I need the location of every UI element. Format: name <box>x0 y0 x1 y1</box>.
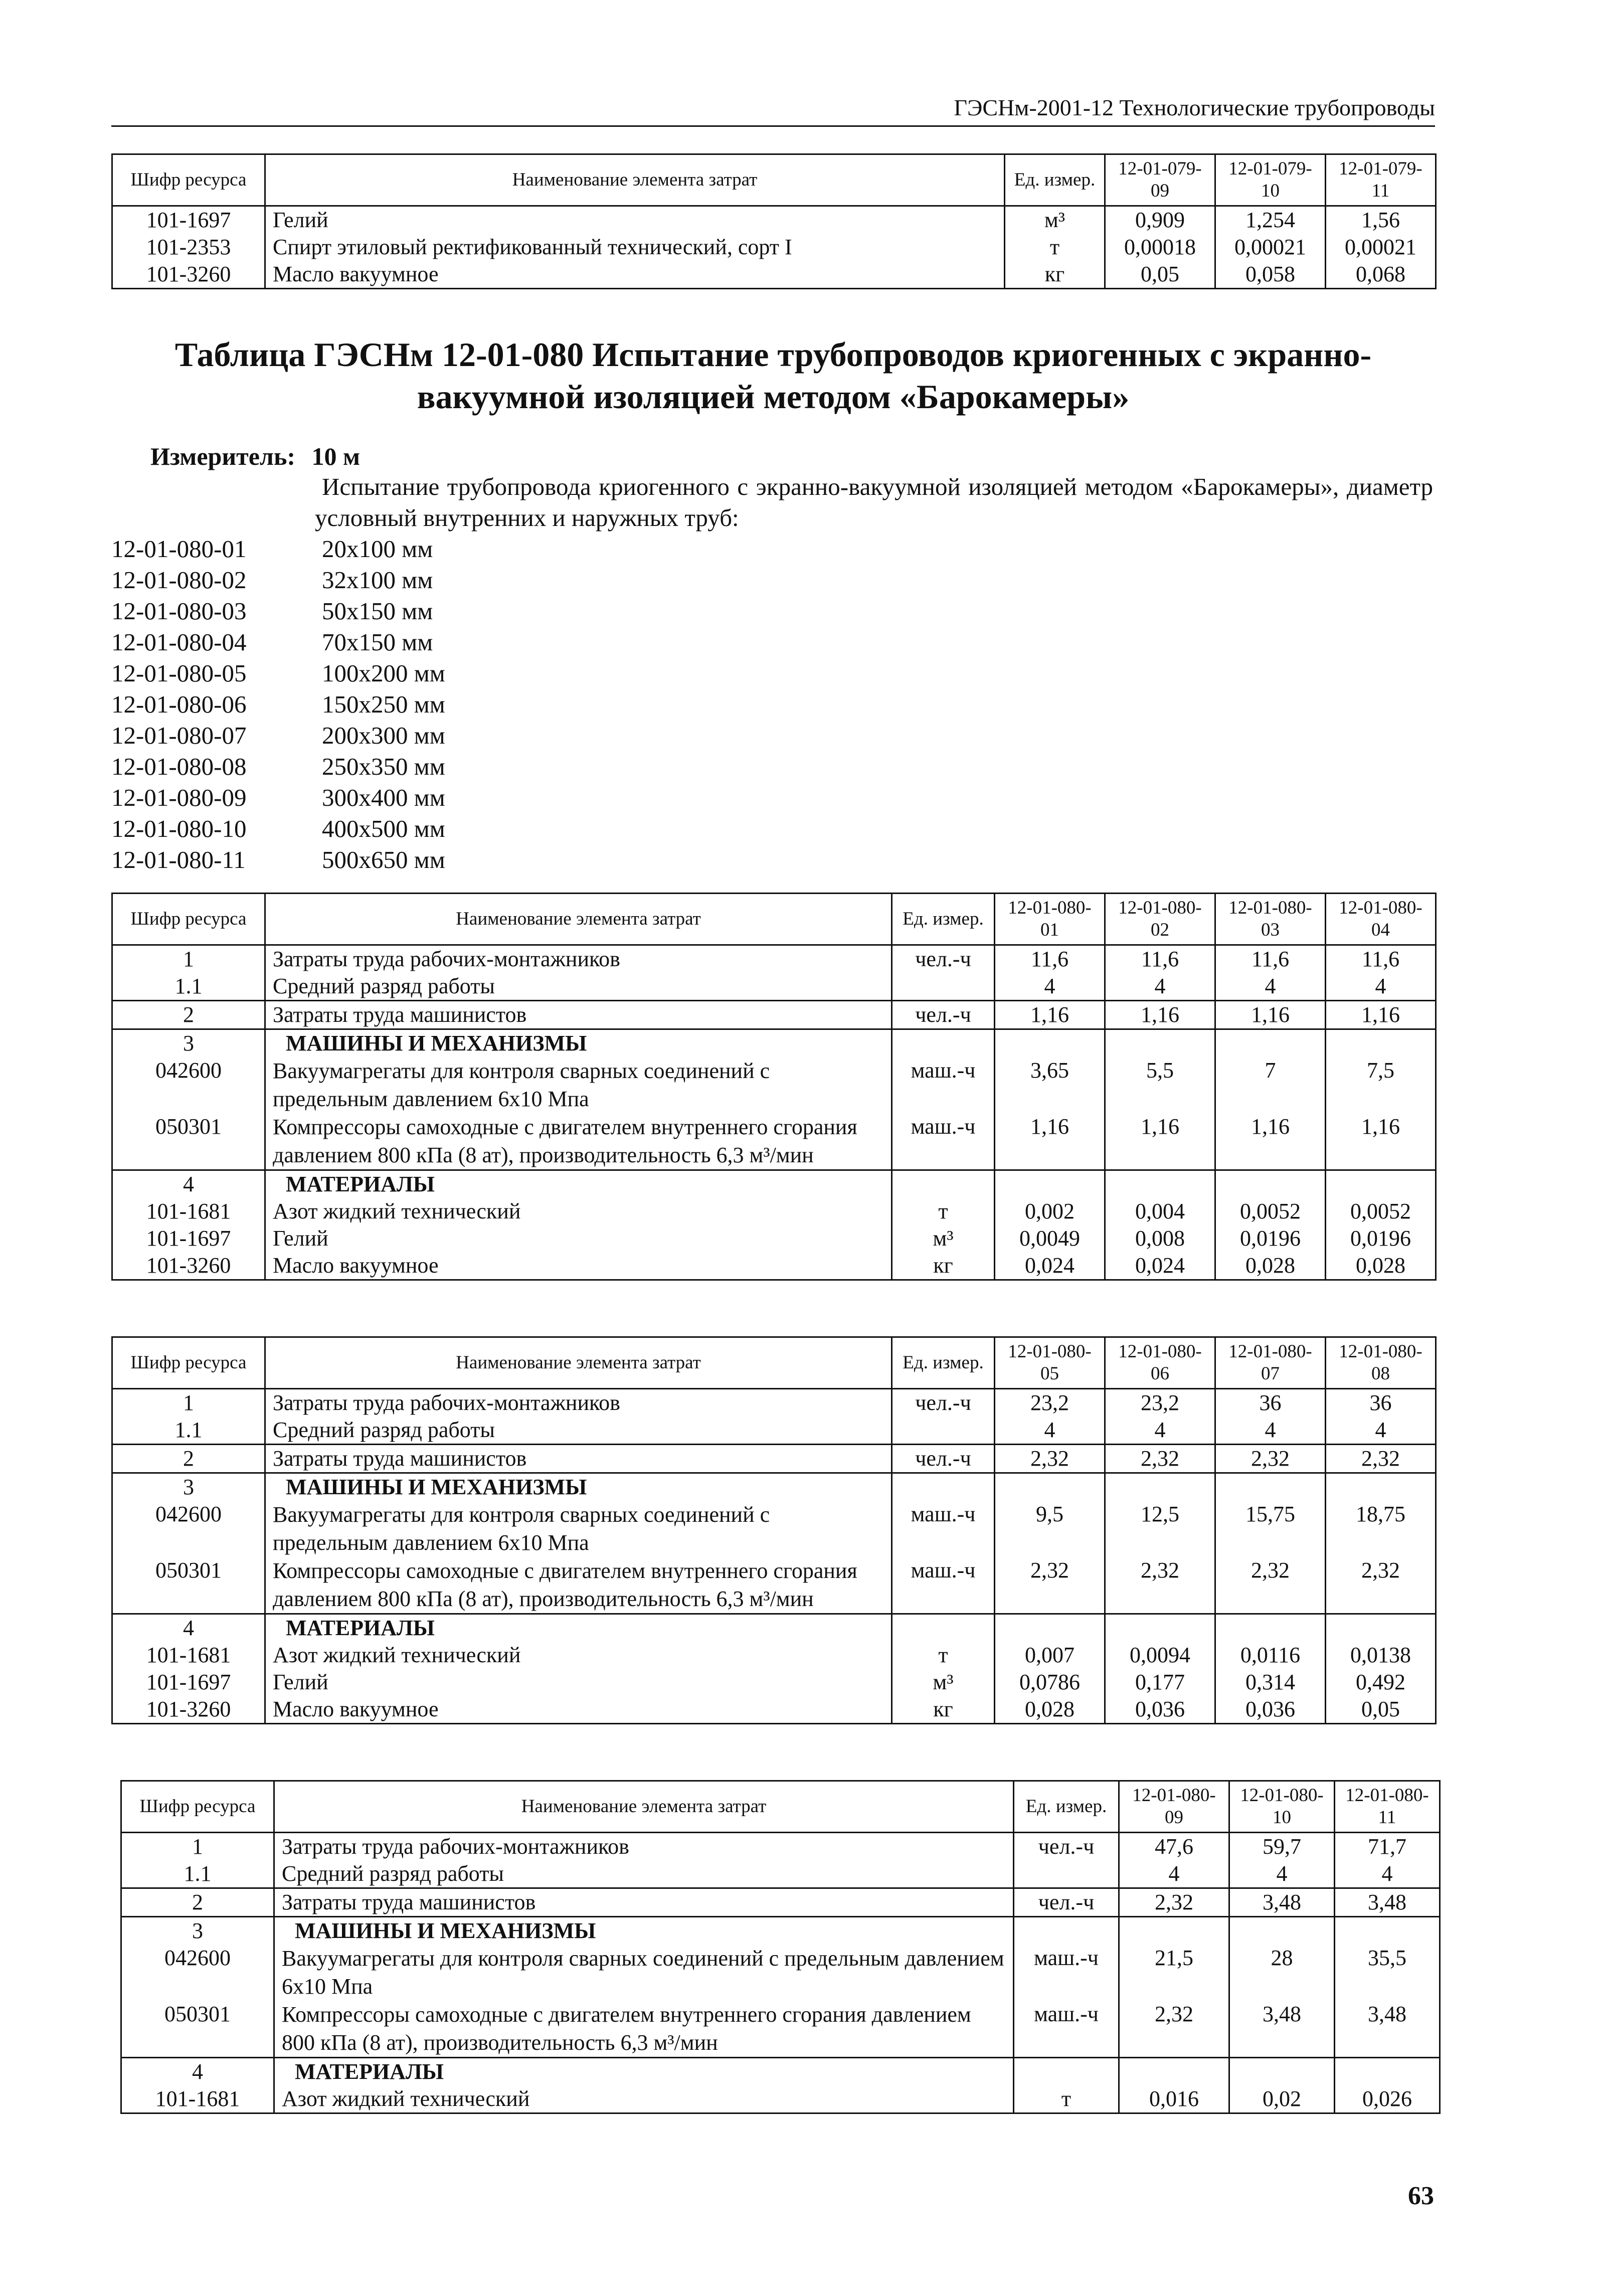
table-row <box>112 234 1436 261</box>
row-value: 3,48 <box>1335 2001 1440 2058</box>
row-name: Средний разряд работы <box>265 973 892 1001</box>
row-value: 0,008 <box>1105 1225 1215 1252</box>
row-unit: кг <box>892 1252 995 1280</box>
measure-label: Измеритель: <box>150 442 296 470</box>
header-col: 12-01-079-10 <box>1215 154 1326 206</box>
variant-size: 150х250 мм <box>322 690 445 718</box>
row-name: Компрессоры самоходные с двигателем внутреннего сгорания давлением 800 кПа (8 ат), производительность 6,3 м³/мин <box>265 1113 892 1170</box>
section-title: МАТЕРИАЛЫ <box>265 1614 892 1642</box>
row-unit: т <box>892 1198 995 1225</box>
row-code: 101-3260 <box>112 1696 265 1724</box>
row-value: 2,32 <box>1119 1888 1229 1917</box>
row-code: 101-1697 <box>112 206 265 234</box>
row-value: 0,177 <box>1105 1669 1215 1696</box>
row-value: 0,016 <box>1119 2085 1229 2113</box>
variant-code: 12-01-080-05 <box>111 659 247 687</box>
table-row <box>112 1417 1436 1445</box>
row-name: Средний разряд работы <box>265 1417 892 1445</box>
section-row <box>121 1917 1440 1945</box>
row-value: 2,32 <box>1215 1445 1326 1473</box>
header-name: Наименование элемента затрат <box>265 894 892 945</box>
table-row <box>112 1057 1436 1113</box>
row-value: 0,0049 <box>995 1225 1105 1252</box>
section-row <box>112 1029 1436 1057</box>
header-code: Шифр ресурса <box>112 894 265 945</box>
row-value: 2,32 <box>1215 1557 1326 1614</box>
row-code: 2 <box>121 1888 274 1917</box>
variant-size: 32х100 мм <box>322 566 433 594</box>
variant-size: 400х500 мм <box>322 815 445 842</box>
table-header-row <box>121 1781 1440 1833</box>
header-col: 12-01-080-09 <box>1119 1781 1229 1833</box>
row-value: 0,004 <box>1105 1198 1215 1225</box>
row-code: 101-3260 <box>112 261 265 289</box>
row-unit: чел.-ч <box>1014 1833 1119 1861</box>
row-value: 4 <box>1326 973 1436 1001</box>
table-row <box>112 1557 1436 1614</box>
row-value: 4 <box>1119 1860 1229 1888</box>
row-value: 23,2 <box>995 1389 1105 1417</box>
work-description: Испытание трубопровода криогенного с экранно-вакуумной изоляцией методом «Барокамеры», диаметр условный внутренних и наружных труб: <box>315 473 1433 532</box>
row-value: 0,036 <box>1215 1696 1326 1724</box>
row-value: 3,48 <box>1335 1888 1440 1917</box>
header-col: 12-01-080-02 <box>1105 894 1215 945</box>
row-name: Азот жидкий технический <box>265 1642 892 1669</box>
row-value: 18,75 <box>1326 1501 1436 1557</box>
row-unit: маш.-ч <box>892 1113 995 1170</box>
row-value: 36 <box>1215 1389 1326 1417</box>
variant-item <box>111 720 445 751</box>
table-row <box>112 1225 1436 1252</box>
row-value: 1,254 <box>1215 206 1326 234</box>
row-unit: маш.-ч <box>892 1057 995 1113</box>
row-value: 4 <box>1105 1417 1215 1445</box>
row-code: 101-3260 <box>112 1252 265 1280</box>
variant-size: 20х100 мм <box>322 535 433 563</box>
row-name: Средний разряд работы <box>274 1860 1014 1888</box>
row-code: 1 <box>112 1389 265 1417</box>
row-value: 0,02 <box>1229 2085 1335 2113</box>
row-unit: чел.-ч <box>1014 1888 1119 1917</box>
row-value: 1,16 <box>1326 1001 1436 1029</box>
row-code: 101-1681 <box>112 1198 265 1225</box>
row-value: 1,16 <box>995 1113 1105 1170</box>
row-name: Затраты труда машинистов <box>265 1001 892 1029</box>
table-row <box>112 1696 1436 1724</box>
row-value: 0,028 <box>1215 1252 1326 1280</box>
row-name: Масло вакуумное <box>265 1696 892 1724</box>
table-row <box>121 2085 1440 2113</box>
row-name: Азот жидкий технический <box>265 1198 892 1225</box>
row-unit: кг <box>1005 261 1105 289</box>
variant-item <box>111 782 445 813</box>
variant-code: 12-01-080-01 <box>111 535 247 563</box>
section-code: 3 <box>112 1473 265 1501</box>
resource-table-080-09-11 <box>120 1780 1441 2114</box>
row-value: 11,6 <box>1326 945 1436 973</box>
variant-size: 100х200 мм <box>322 659 445 687</box>
row-unit: чел.-ч <box>892 1445 995 1473</box>
header-unit: Ед. измер. <box>892 894 995 945</box>
row-value: 0,05 <box>1105 261 1215 289</box>
row-name: Компрессоры самоходные с двигателем внутреннего сгорания давлением 800 кПа (8 ат), производительность 6,3 м³/мин <box>274 2001 1014 2058</box>
table-row <box>121 1833 1440 1861</box>
section-code: 4 <box>121 2058 274 2086</box>
header-col: 12-01-079-09 <box>1105 154 1215 206</box>
row-value: 0,05 <box>1326 1696 1436 1724</box>
header-col: 12-01-080-05 <box>995 1337 1105 1389</box>
row-code: 101-1697 <box>112 1225 265 1252</box>
variant-size: 500х650 мм <box>322 846 445 873</box>
row-unit: чел.-ч <box>892 1001 995 1029</box>
row-unit <box>1014 1860 1119 1888</box>
row-value: 0,0138 <box>1326 1642 1436 1669</box>
row-name: Гелий <box>265 1669 892 1696</box>
row-value: 7 <box>1215 1057 1326 1113</box>
row-code: 2 <box>112 1445 265 1473</box>
row-value: 0,036 <box>1105 1696 1215 1724</box>
variant-code: 12-01-080-10 <box>111 815 247 842</box>
row-value: 0,007 <box>995 1642 1105 1669</box>
variant-list <box>111 534 445 875</box>
variant-size: 250х350 мм <box>322 753 445 780</box>
variant-item <box>111 813 445 844</box>
row-value: 3,65 <box>995 1057 1105 1113</box>
variant-size: 200х300 мм <box>322 722 445 749</box>
row-unit: т <box>1005 234 1105 261</box>
row-code: 042600 <box>121 1945 274 2001</box>
variant-item <box>111 658 445 689</box>
table-row <box>112 1642 1436 1669</box>
variant-item <box>111 627 445 658</box>
row-unit: т <box>892 1642 995 1669</box>
section-title: МАТЕРИАЛЫ <box>265 1170 892 1198</box>
row-unit: маш.-ч <box>892 1501 995 1557</box>
row-value: 1,16 <box>1215 1001 1326 1029</box>
variant-size: 70х150 мм <box>322 628 433 656</box>
row-value: 12,5 <box>1105 1501 1215 1557</box>
header-unit: Ед. измер. <box>1014 1781 1119 1833</box>
section-code: 4 <box>112 1614 265 1642</box>
row-code: 101-2353 <box>112 234 265 261</box>
row-value: 23,2 <box>1105 1389 1215 1417</box>
header-col: 12-01-080-07 <box>1215 1337 1326 1389</box>
row-value: 4 <box>1215 1417 1326 1445</box>
row-name: Компрессоры самоходные с двигателем внутреннего сгорания давлением 800 кПа (8 ат), производительность 6,3 м³/мин <box>265 1557 892 1614</box>
row-value: 11,6 <box>1215 945 1326 973</box>
header-col: 12-01-080-08 <box>1326 1337 1436 1389</box>
variant-code: 12-01-080-08 <box>111 753 247 780</box>
row-value: 0,0052 <box>1215 1198 1326 1225</box>
row-name: Вакуумагрегаты для контроля сварных соединений с предельным давлением 6х10 Мпа <box>274 1945 1014 2001</box>
row-unit: м³ <box>1005 206 1105 234</box>
section-title: МАШИНЫ И МЕХАНИЗМЫ <box>265 1473 892 1501</box>
row-value: 4 <box>995 973 1105 1001</box>
table-row <box>112 206 1436 234</box>
row-value: 4 <box>1215 973 1326 1001</box>
row-code: 050301 <box>121 2001 274 2058</box>
row-value: 0,0052 <box>1326 1198 1436 1225</box>
section-title: МАТЕРИАЛЫ <box>274 2058 1014 2086</box>
header-name: Наименование элемента затрат <box>265 154 1005 206</box>
header-unit: Ед. измер. <box>1005 154 1105 206</box>
header-name: Наименование элемента затрат <box>265 1337 892 1389</box>
row-value: 7,5 <box>1326 1057 1436 1113</box>
row-value: 71,7 <box>1335 1833 1440 1861</box>
row-unit: чел.-ч <box>892 1389 995 1417</box>
row-value: 47,6 <box>1119 1833 1229 1861</box>
row-name: Азот жидкий технический <box>274 2085 1014 2113</box>
row-code: 050301 <box>112 1113 265 1170</box>
variant-code: 12-01-080-02 <box>111 566 247 594</box>
variant-code: 12-01-080-04 <box>111 628 247 656</box>
row-code: 042600 <box>112 1501 265 1557</box>
row-value: 2,32 <box>1326 1557 1436 1614</box>
table-row <box>121 2001 1440 2058</box>
row-value: 0,492 <box>1326 1669 1436 1696</box>
row-value: 2,32 <box>995 1445 1105 1473</box>
section-code: 3 <box>112 1029 265 1057</box>
header-code: Шифр ресурса <box>121 1781 274 1833</box>
row-value: 0,0786 <box>995 1669 1105 1696</box>
row-unit: м³ <box>892 1669 995 1696</box>
row-code: 101-1697 <box>112 1669 265 1696</box>
table-row <box>112 1252 1436 1280</box>
section-row <box>112 1170 1436 1198</box>
row-value: 0,0196 <box>1326 1225 1436 1252</box>
row-value: 2,32 <box>995 1557 1105 1614</box>
variant-item <box>111 751 445 782</box>
row-name: Спирт этиловый ректификованный технический, сорт I <box>265 234 1005 261</box>
row-code: 1.1 <box>112 1417 265 1445</box>
variant-item <box>111 596 445 627</box>
row-name: Затраты труда рабочих-монтажников <box>274 1833 1014 1861</box>
row-value: 2,32 <box>1105 1557 1215 1614</box>
header-col: 12-01-080-11 <box>1335 1781 1440 1833</box>
table-row <box>112 1669 1436 1696</box>
row-value: 4 <box>1105 973 1215 1001</box>
row-unit: чел.-ч <box>892 945 995 973</box>
section-row <box>112 1614 1436 1642</box>
row-value: 2,32 <box>1119 2001 1229 2058</box>
header-col: 12-01-080-06 <box>1105 1337 1215 1389</box>
row-value: 1,16 <box>995 1001 1105 1029</box>
section-code: 4 <box>112 1170 265 1198</box>
row-value: 1,16 <box>1326 1113 1436 1170</box>
table-row <box>112 1389 1436 1417</box>
table-header-row <box>112 894 1436 945</box>
row-value: 4 <box>995 1417 1105 1445</box>
row-value: 0,00021 <box>1215 234 1326 261</box>
row-value: 9,5 <box>995 1501 1105 1557</box>
row-value: 0,024 <box>995 1252 1105 1280</box>
table-row <box>112 945 1436 973</box>
row-value: 3,48 <box>1229 1888 1335 1917</box>
variant-code: 12-01-080-09 <box>111 784 247 811</box>
table-header-row <box>112 154 1436 206</box>
row-value: 0,058 <box>1215 261 1326 289</box>
section-code: 3 <box>121 1917 274 1945</box>
table-row <box>112 1198 1436 1225</box>
section-title: МАШИНЫ И МЕХАНИЗМЫ <box>274 1917 1014 1945</box>
table-row <box>112 1113 1436 1170</box>
table-row <box>121 1860 1440 1888</box>
row-value: 0,00021 <box>1326 234 1436 261</box>
row-value: 35,5 <box>1335 1945 1440 2001</box>
table-row <box>112 973 1436 1001</box>
variant-item <box>111 844 445 875</box>
variant-code: 12-01-080-07 <box>111 722 247 749</box>
resource-table-080-01-04 <box>111 893 1437 1281</box>
row-name: Затраты труда рабочих-монтажников <box>265 1389 892 1417</box>
header-code: Шифр ресурса <box>112 1337 265 1389</box>
running-head: ГЭСНм-2001-12 Технологические трубопроводы <box>111 90 1435 127</box>
row-code: 1 <box>121 1833 274 1861</box>
row-code: 042600 <box>112 1057 265 1113</box>
row-name: Масло вакуумное <box>265 261 1005 289</box>
row-value: 0,068 <box>1326 261 1436 289</box>
row-unit: маш.-ч <box>1014 1945 1119 2001</box>
row-value: 0,0196 <box>1215 1225 1326 1252</box>
row-value: 5,5 <box>1105 1057 1215 1113</box>
row-value: 0,024 <box>1105 1252 1215 1280</box>
row-value: 2,32 <box>1326 1445 1436 1473</box>
row-value: 28 <box>1229 1945 1335 2001</box>
variant-size: 300х400 мм <box>322 784 445 811</box>
row-value: 4 <box>1229 1860 1335 1888</box>
header-name: Наименование элемента затрат <box>274 1781 1014 1833</box>
row-code: 101-1681 <box>121 2085 274 2113</box>
row-value: 11,6 <box>1105 945 1215 973</box>
row-code: 1 <box>112 945 265 973</box>
row-unit: маш.-ч <box>1014 2001 1119 2058</box>
row-name: Масло вакуумное <box>265 1252 892 1280</box>
table-header-row <box>112 1337 1436 1389</box>
section-row <box>121 2058 1440 2086</box>
row-unit: кг <box>892 1696 995 1724</box>
row-value: 21,5 <box>1119 1945 1229 2001</box>
variant-size: 50х150 мм <box>322 597 433 625</box>
header-col: 12-01-080-10 <box>1229 1781 1335 1833</box>
row-value: 3,48 <box>1229 2001 1335 2058</box>
measure <box>150 441 360 471</box>
row-value: 2,32 <box>1105 1445 1215 1473</box>
variant-item <box>111 689 445 720</box>
row-name: Вакуумагрегаты для контроля сварных соединений с предельным давлением 6х10 Мпа <box>265 1501 892 1557</box>
resource-table-080-05-08 <box>111 1336 1437 1724</box>
row-code: 1.1 <box>121 1860 274 1888</box>
row-name: Затраты труда машинистов <box>274 1888 1014 1917</box>
row-value: 1,16 <box>1105 1113 1215 1170</box>
row-code: 050301 <box>112 1557 265 1614</box>
row-value: 0,002 <box>995 1198 1105 1225</box>
page-number: 63 <box>1408 2182 1434 2210</box>
row-value: 0,00018 <box>1105 234 1215 261</box>
header-unit: Ед. измер. <box>892 1337 995 1389</box>
table-row <box>121 1888 1440 1917</box>
row-value: 0,026 <box>1335 2085 1440 2113</box>
row-name: Гелий <box>265 206 1005 234</box>
table-row <box>112 1501 1436 1557</box>
row-code: 2 <box>112 1001 265 1029</box>
row-value: 0,028 <box>995 1696 1105 1724</box>
row-value: 15,75 <box>1215 1501 1326 1557</box>
table-row <box>112 261 1436 289</box>
section-row <box>112 1473 1436 1501</box>
row-value: 0,0116 <box>1215 1642 1326 1669</box>
row-value: 1,16 <box>1105 1001 1215 1029</box>
header-col: 12-01-080-03 <box>1215 894 1326 945</box>
row-code: 1.1 <box>112 973 265 1001</box>
row-value: 1,56 <box>1326 206 1436 234</box>
row-value: 0,0094 <box>1105 1642 1215 1669</box>
header-col: 12-01-080-01 <box>995 894 1105 945</box>
measure-value: 10 м <box>311 442 361 470</box>
section-title: МАШИНЫ И МЕХАНИЗМЫ <box>265 1029 892 1057</box>
table-row <box>112 1445 1436 1473</box>
row-name: Затраты труда машинистов <box>265 1445 892 1473</box>
row-value: 0,909 <box>1105 206 1215 234</box>
row-code: 101-1681 <box>112 1642 265 1669</box>
row-value: 4 <box>1326 1417 1436 1445</box>
header-col: 12-01-080-04 <box>1326 894 1436 945</box>
row-unit: маш.-ч <box>892 1557 995 1614</box>
row-value: 0,028 <box>1326 1252 1436 1280</box>
row-value: 36 <box>1326 1389 1436 1417</box>
row-unit: м³ <box>892 1225 995 1252</box>
row-unit <box>892 1417 995 1445</box>
variant-item <box>111 534 445 565</box>
row-name: Вакуумагрегаты для контроля сварных соединений с предельным давлением 6х10 Мпа <box>265 1057 892 1113</box>
row-value: 1,16 <box>1215 1113 1326 1170</box>
table-row <box>112 1001 1436 1029</box>
row-name: Затраты труда рабочих-монтажников <box>265 945 892 973</box>
header-code: Шифр ресурса <box>112 154 265 206</box>
variant-code: 12-01-080-06 <box>111 690 247 718</box>
header-col: 12-01-079-11 <box>1326 154 1436 206</box>
row-value: 0,314 <box>1215 1669 1326 1696</box>
row-unit <box>892 973 995 1001</box>
row-value: 11,6 <box>995 945 1105 973</box>
variant-code: 12-01-080-03 <box>111 597 247 625</box>
table-title: Таблица ГЭСНм 12-01-080 Испытание трубопроводов криогенных с экранно-вакуумной изоляцией методом «Барокамеры» <box>174 335 1372 416</box>
variant-item <box>111 565 445 596</box>
row-name: Гелий <box>265 1225 892 1252</box>
variant-code: 12-01-080-11 <box>111 846 246 873</box>
table-row <box>121 1945 1440 2001</box>
row-unit: т <box>1014 2085 1119 2113</box>
row-value: 59,7 <box>1229 1833 1335 1861</box>
resource-table-079 <box>111 153 1437 289</box>
row-value: 4 <box>1335 1860 1440 1888</box>
